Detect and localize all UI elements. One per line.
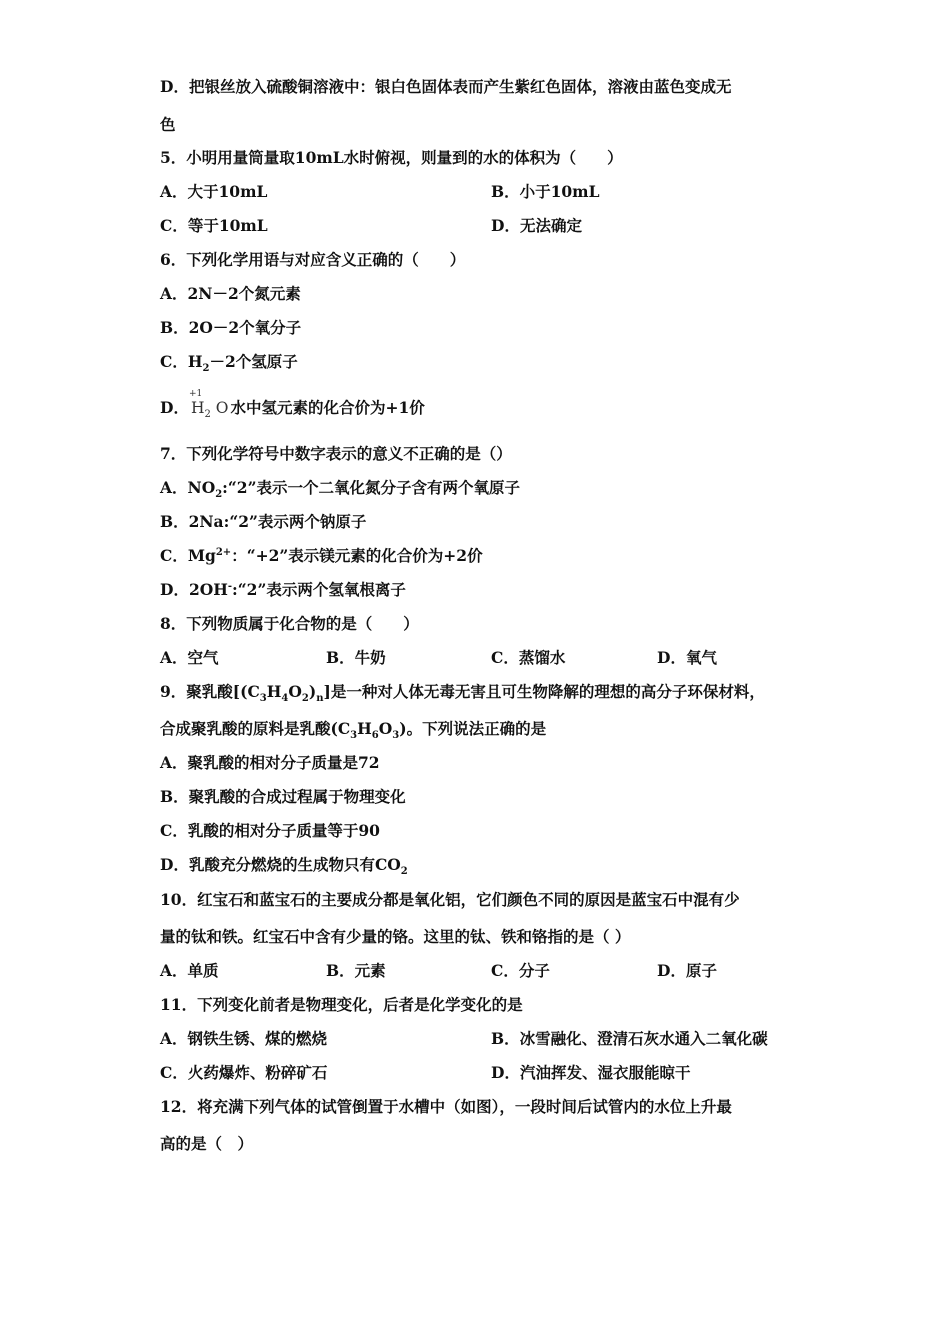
q5-option-c: C．等于10mL <box>160 216 268 235</box>
q9-s1e: ]是一种对人体无毒无害且可生物降解的理想的高分子环保材料， <box>323 682 765 701</box>
q9-option-b: B．聚乳酸的合成过程属于物理变化 <box>160 787 406 806</box>
q9-s1-sub2: 4 <box>281 693 289 705</box>
q6-stem: 6．下列化学用语与对应含义正确的（ ） <box>160 250 466 269</box>
q6-d-suffix: 水中氢元素的化合价为+1价 <box>230 398 425 417</box>
q11-option-b: B．冰雪融化、澄清石灰水通入二氧化碳 <box>491 1029 768 1048</box>
q11-stem: 11．下列变化前者是物理变化，后者是化学变化的是 <box>160 995 523 1014</box>
q11-option-c: C．火药爆炸、粉碎矿石 <box>160 1063 328 1082</box>
q9-s2c: O <box>378 719 393 738</box>
q12-stem-line1: 12．将充满下列气体的试管倒置于水槽中（如图），一段时间后试管内的水位上升最 <box>160 1097 732 1116</box>
q6-d-valence: +1 <box>188 389 203 399</box>
q9-stem-line1 <box>160 682 765 705</box>
q7-a-suffix: :“2”表示一个二氧化氮分子含有两个氧原子 <box>222 478 521 497</box>
q8-option-d: D．氧气 <box>657 648 717 667</box>
q9-s1d: ) <box>308 682 317 701</box>
q7-c-sup: 2+ <box>215 546 232 558</box>
q8-stem: 8．下列物质属于化合物的是（ ） <box>160 614 419 633</box>
q11-option-a: A．钢铁生锈、煤的燃烧 <box>160 1029 328 1048</box>
q9-s2b: H <box>357 719 372 738</box>
q9-s2-sub1: 3 <box>350 730 358 742</box>
q5-stem: 5．小明用量筒量取10mL水时俯视，则量到的水的体积为（ ） <box>160 148 623 167</box>
q9-s2a: 合成聚乳酸的原料是乳酸(C <box>160 719 351 738</box>
q5-option-d: D．无法确定 <box>491 216 582 235</box>
q9-d-sub: 2 <box>400 866 408 878</box>
q7-stem: 7．下列化学符号中数字表示的意义不正确的是（） <box>160 444 512 463</box>
q7-d-sup: - <box>227 580 233 592</box>
q6-c-sub: 2 <box>202 363 210 375</box>
q7-option-a <box>160 478 521 501</box>
q9-stem-line2 <box>160 719 547 742</box>
q8-option-c: C．蒸馏水 <box>491 648 566 667</box>
q6-d-sub: 2 <box>204 409 211 421</box>
q6-c-prefix: C．H <box>160 352 203 371</box>
q9-d-prefix: D．乳酸充分燃烧的生成物只有CO <box>160 855 401 874</box>
q6-option-a: A．2N－2个氮元素 <box>160 284 301 303</box>
q9-s2-sub3: 3 <box>392 730 400 742</box>
q8-option-b: B．牛奶 <box>326 648 386 667</box>
q4-option-d-text: D．把银丝放入硫酸铜溶液中：银白色固体表而产生紫红色固体，溶液由蓝色变成无 <box>160 77 732 96</box>
q9-option-a: A．聚乳酸的相对分子质量是72 <box>160 753 380 772</box>
q9-s1a: 9．聚乳酸[(C <box>160 682 260 701</box>
q7-d-prefix: D．2OH <box>160 580 228 599</box>
q7-d-suffix: :“2”表示两个氢氧根离子 <box>232 580 406 599</box>
q6-option-c <box>160 352 298 375</box>
q9-s2d: )。下列说法正确的是 <box>399 719 547 738</box>
q6-d-formula <box>188 389 229 421</box>
q8-option-a: A．空气 <box>160 648 219 667</box>
q6-c-suffix: －2个氢原子 <box>209 352 298 371</box>
q9-s1-sub4: n <box>316 693 324 705</box>
q9-option-c: C．乳酸的相对分子质量等于90 <box>160 821 380 840</box>
q6-d-h: H <box>190 399 205 417</box>
q9-s1c: O <box>288 682 302 701</box>
q10-option-b: B．元素 <box>326 961 386 980</box>
q11-option-d: D．汽油挥发、湿衣服能晾干 <box>491 1063 691 1082</box>
q7-option-d <box>160 580 406 600</box>
q12-stem-line2: 高的是（ ） <box>160 1134 254 1153</box>
q9-s1b: H <box>266 682 282 701</box>
q7-option-c <box>160 546 483 566</box>
q10-stem-line2: 量的钛和铁。红宝石中含有少量的铬。这里的钛、铁和铬指的是（ ） <box>160 927 631 946</box>
q10-option-d: D．原子 <box>657 961 717 980</box>
q7-c-prefix: C．Mg <box>160 546 216 565</box>
q5-option-a: A．大于10mL <box>160 182 268 201</box>
q7-a-prefix: A．NO <box>160 478 216 497</box>
q7-a-sub: 2 <box>215 489 223 501</box>
q4-option-d-cont <box>160 115 176 135</box>
q6-option-b: B．2O－2个氧分子 <box>160 318 302 337</box>
q10-option-a: A．单质 <box>160 961 219 980</box>
q6-d-o: O <box>215 399 229 417</box>
q7-option-b: B．2Na:“2”表示两个钠原子 <box>160 512 367 531</box>
q9-s2-sub2: 6 <box>371 730 379 742</box>
q9-s1-sub3: 2 <box>301 693 309 705</box>
q7-c-suffix: ：“+2”表示镁元素的化合价为+2价 <box>231 546 483 565</box>
q6-d-prefix: D． <box>160 398 189 417</box>
q10-option-c: C．分子 <box>491 961 550 980</box>
q6-option-d <box>160 389 425 421</box>
q9-option-d <box>160 855 408 878</box>
q10-stem-line1: 10．红宝石和蓝宝石的主要成分都是氧化铝，它们颜色不同的原因是蓝宝石中混有少 <box>160 890 740 909</box>
q9-s1-sub1: 3 <box>259 693 267 705</box>
q4-option-d-text-cont: 色 <box>160 115 176 134</box>
q4-option-d <box>160 77 731 97</box>
q5-option-b: B．小于10mL <box>491 182 600 201</box>
